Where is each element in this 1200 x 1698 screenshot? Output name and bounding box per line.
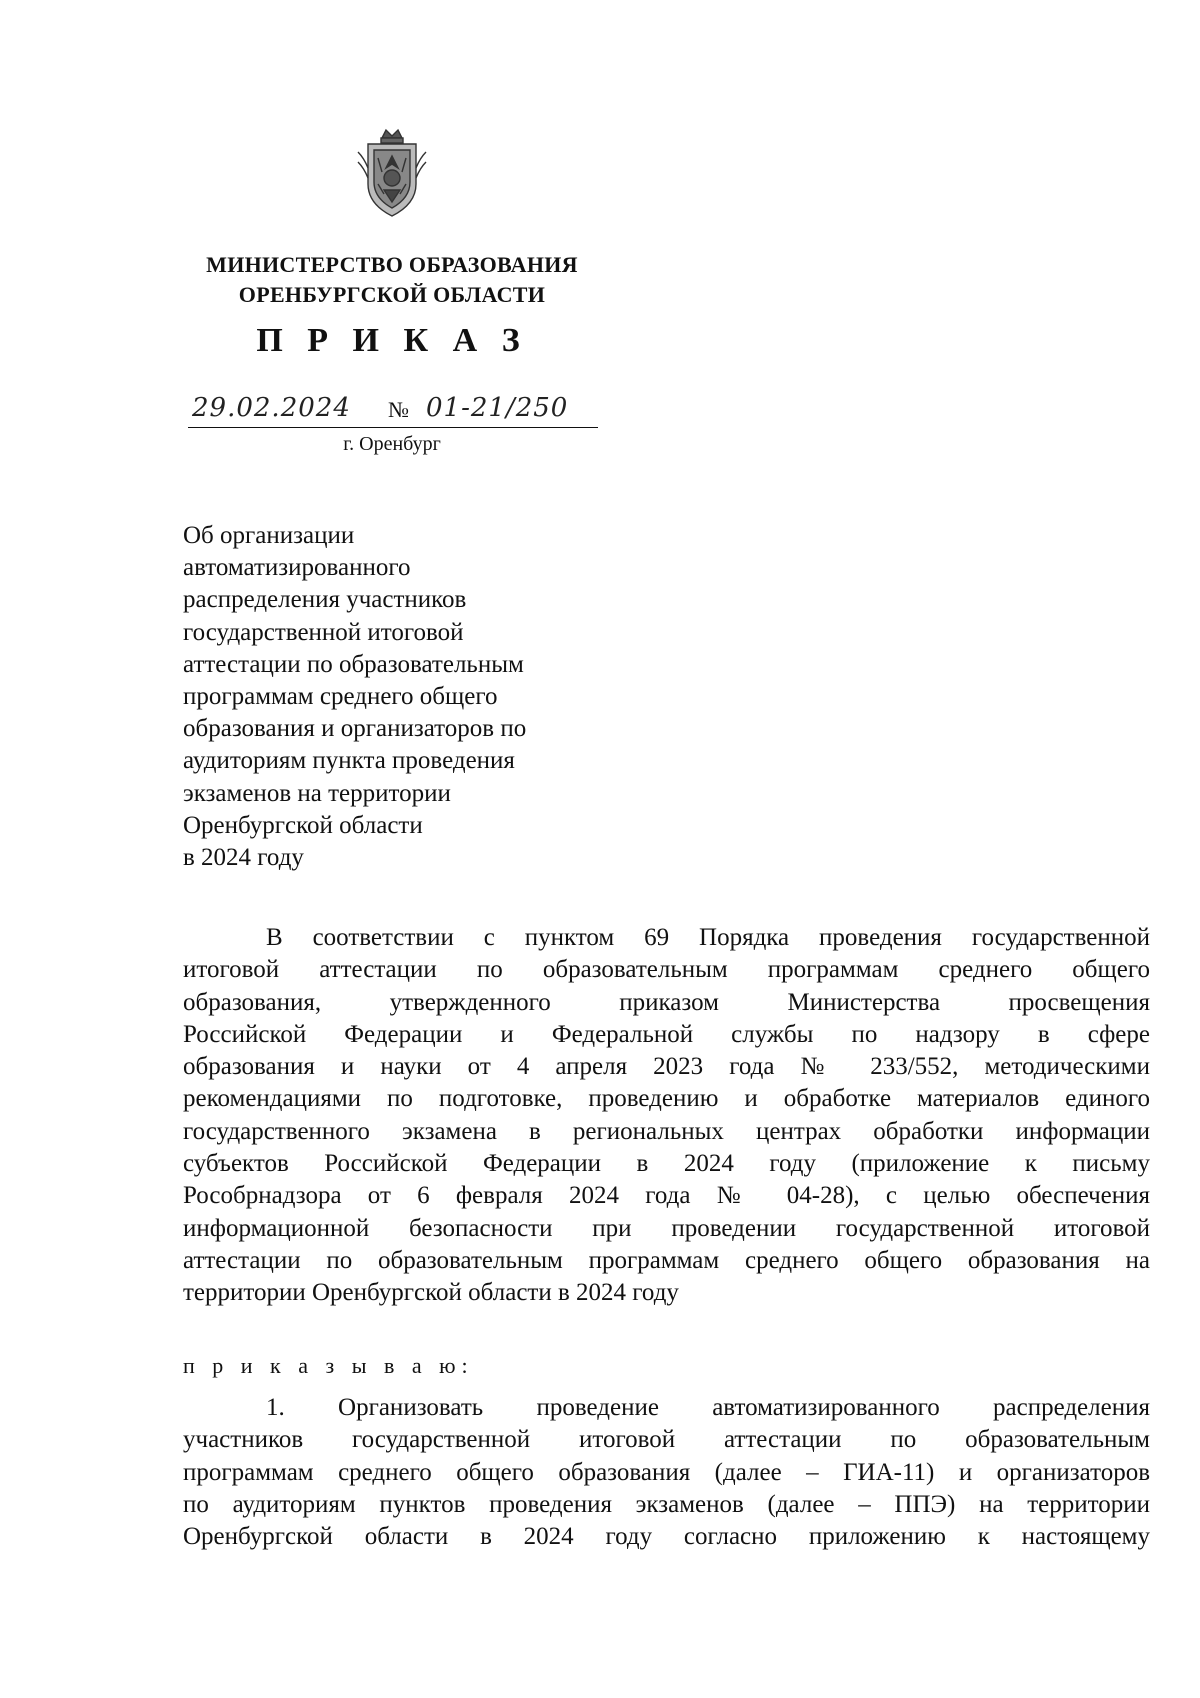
order-date: 29.02.2024	[192, 393, 351, 423]
paragraph-line: Российской Федерации и Федеральной службы по надзору в сфере	[183, 1020, 1150, 1048]
paragraph-line: участников государственной итоговой аттестации по образовательным	[183, 1426, 1150, 1454]
coat-of-arms-icon	[354, 128, 430, 220]
paragraph-line: итоговой аттестации по образовательным программам среднего общего	[183, 956, 1150, 984]
paragraph-line: В соответствии с пунктом 69 Порядка проведения государственной	[266, 924, 1150, 951]
document-title: П Р И К А З	[256, 322, 528, 359]
paragraph-line: рекомендациями по подготовке, проведению и обработке материалов единого	[183, 1085, 1150, 1113]
registration-line	[188, 393, 608, 429]
order-item-1	[183, 1392, 1150, 1553]
ministry-line-1: МИНИСТЕРСТВО ОБРАЗОВАНИЯ	[206, 252, 578, 277]
paragraph-line: по аудиториям пунктов проведения экзаменов (далее – ППЭ) на территории	[183, 1490, 1150, 1518]
ministry-name	[150, 250, 634, 310]
paragraph-line: территории Оренбургской области в 2024 году	[183, 1279, 679, 1307]
paragraph-line: субъектов Российской Федерации в 2024 году (приложение к письму	[183, 1150, 1150, 1178]
paragraph-line: Рособрнадзора от 6 февраля 2024 года № 04-28), с целью обеспечения	[183, 1182, 1150, 1210]
subject-line: аттестации по образовательным	[183, 650, 524, 678]
document-subject	[183, 520, 603, 874]
subject-line: Об организации	[183, 522, 355, 549]
paragraph-line: образования и науки от 4 апреля 2023 года № 233/552, методическими	[183, 1053, 1150, 1081]
subject-line: экзаменов на территории	[183, 779, 451, 807]
subject-line: в 2024 году	[183, 844, 304, 872]
paragraph-line: Оренбургской области в 2024 году согласно приложению к настоящему	[183, 1523, 1150, 1551]
registration-underline	[188, 427, 598, 428]
subject-line: аудиториям пункта проведения	[183, 747, 515, 775]
subject-line: автоматизированного	[183, 554, 411, 582]
paragraph-line: аттестации по образовательным программам среднего общего образования на	[183, 1246, 1150, 1274]
subject-line: государственной итоговой	[183, 618, 464, 646]
preamble-paragraph	[183, 922, 1150, 1310]
subject-line: программам среднего общего	[183, 683, 498, 711]
number-label: №	[388, 397, 409, 422]
order-verb: п р и к а з ы в а ю:	[183, 1353, 474, 1378]
subject-line: Оренбургской области	[183, 811, 423, 839]
ministry-line-2: ОРЕНБУРГСКОЙ ОБЛАСТИ	[238, 282, 546, 307]
paragraph-line: образования, утвержденного приказом Министерства просвещения	[183, 988, 1150, 1016]
paragraph-line: информационной безопасности при проведении государственной итоговой	[183, 1214, 1150, 1242]
subject-line: распределения участников	[183, 586, 467, 614]
paragraph-line: 1. Организовать проведение автоматизированного распределения	[266, 1394, 1150, 1421]
city-label: г. Оренбург	[343, 433, 441, 455]
paragraph-line: государственного экзамена в региональных центрах обработки информации	[183, 1117, 1150, 1145]
order-number: 01-21/250	[426, 393, 569, 423]
paragraph-line: программам среднего общего образования (далее – ГИА-11) и организаторов	[183, 1458, 1150, 1486]
subject-line: образования и организаторов по	[183, 715, 527, 743]
